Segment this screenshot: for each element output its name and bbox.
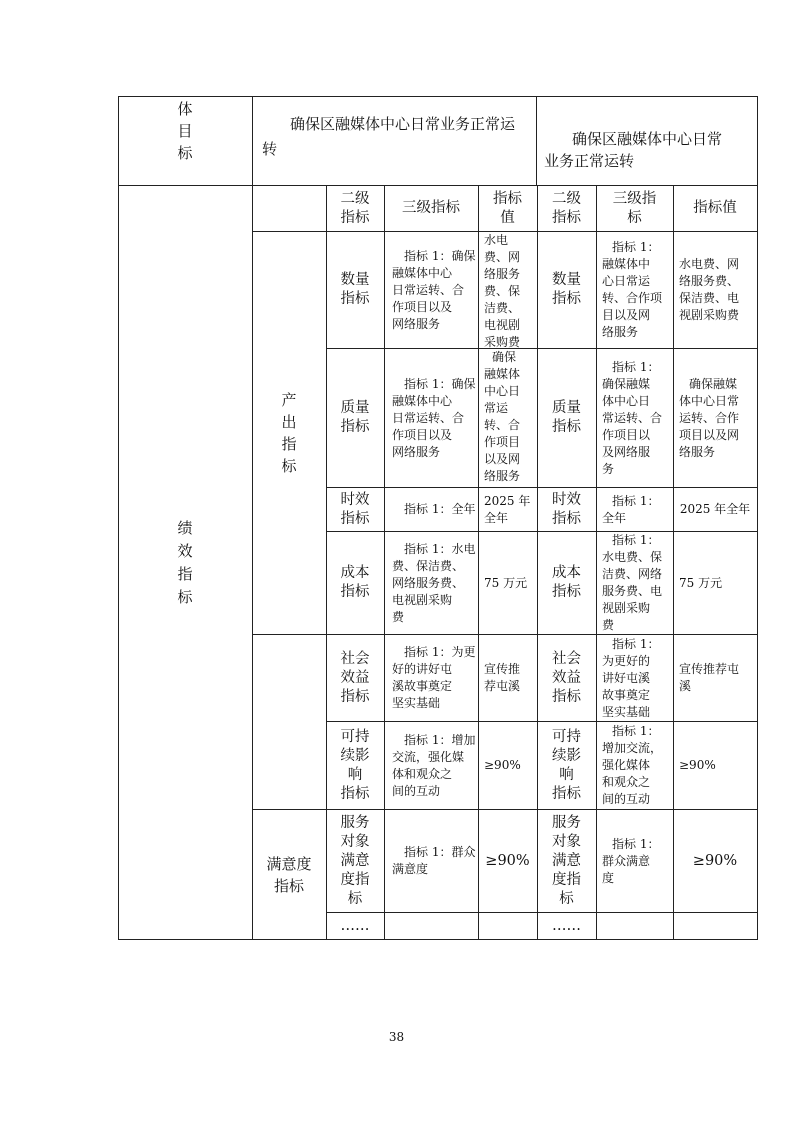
target-col-b-text: 确保区融媒体中心日常 业务正常运转	[544, 130, 723, 170]
row-2-level3-b: 指标 1： 全年	[602, 493, 660, 525]
row-4-level2-a: 社会 效益 指标	[340, 650, 370, 705]
row-4-level2-b: 社会 效益 指标	[552, 650, 581, 705]
row-4-value-b: 宣传推荐屯 溪	[679, 662, 740, 693]
row-1-level3-b: 指标 1： 确保融媒 体中心日 常运转、合 作项目以 及网络服 务	[602, 359, 663, 476]
row-5-value-b: ≥90%	[679, 758, 716, 772]
row-5-level2-a: 可持 续影 响 指标	[340, 728, 370, 802]
header-level2-a: 二级 指标	[340, 190, 370, 226]
row-1-level2-a: 质量 指标	[340, 400, 370, 435]
row-0-level3-a: 指标 1：确保 融媒体中心 日常运转、合 作项目以及 网络服务	[392, 248, 476, 331]
output-indicator-label: 产 出 指 标	[281, 391, 297, 475]
header-level3-a: 三级指标	[402, 200, 460, 216]
row-5-level3-b: 指标 1： 增加交流， 强化媒体 和观众之 间的互动	[602, 724, 663, 806]
header-level3-b: 三级指 标	[612, 190, 657, 226]
target-label-cell	[118, 96, 252, 164]
row-3-level2-a: 成本 指标	[340, 565, 370, 600]
row-4-level3-a: 指标 1：为更 好的讲好屯 溪故事奠定 坚实基础	[392, 645, 476, 710]
target-col-b-cell	[544, 128, 756, 178]
row-4-level3-b: 指标 1： 为更好的 讲好屯溪 故事奠定 坚实基础	[602, 636, 660, 719]
row-5-value-a: ≥90%	[484, 758, 521, 772]
output-indicator-label-cell	[252, 232, 326, 634]
row-5-level2-b: 可持 续影 响 指标	[552, 728, 581, 802]
row-6-value-b: ≥90%	[692, 852, 738, 869]
row-2-level2-a: 时效 指标	[340, 491, 370, 527]
row-3-value-a: 75 万元	[484, 575, 528, 590]
row-4-value-a: 宣传推 荐屯溪	[484, 662, 521, 693]
header-value-b: 指标值	[693, 200, 737, 216]
target-col-a-text: 确保区融媒体中心日常业务正常运 转	[262, 115, 516, 158]
row-1-level3-a: 指标 1：确保 融媒体中心 日常运转、合 作项目以及 网络服务	[392, 376, 476, 459]
satisfaction-indicator-label: 满意度 指标	[266, 854, 312, 895]
performance-label-cell	[118, 186, 252, 939]
row-6-level2-b: 服务 对象 满意 度指 标	[552, 814, 581, 907]
row-6-level2-a: 服务 对象 满意 度指 标	[340, 814, 370, 907]
row-1-value-a: 确保 融媒体 中心日 常运 转、合 作项目 以及网 络服务	[484, 350, 521, 483]
page-number: 38	[388, 1030, 405, 1044]
row-1-value-b: 确保融媒 体中心日常 运转、合作 项目以及网 络服务	[679, 376, 740, 459]
row-6-level3-b: 指标 1： 群众满意 度	[602, 836, 660, 885]
row-3-level3-b: 指标 1： 水电费、保 洁费、网络 服务费、电 视剧采购 费	[602, 533, 663, 632]
row-0-level2-b: 数量 指标	[552, 272, 581, 307]
row-3-value-b: 75 万元	[679, 575, 723, 590]
row-0-level3-b: 指标 1： 融媒体中 心日常运 转、合作项 目以及网 络服务	[602, 240, 663, 339]
row-7-level2-b: ……	[552, 917, 581, 934]
row-6-level3-a: 指标 1：群众 满意度	[392, 845, 476, 876]
header-value-a: 指标 值	[493, 190, 522, 226]
row-5-level3-a: 指标 1：增加 交流，强化媒 体和观众之 间的互动	[392, 732, 476, 798]
row-2-level3-a: 指标 1：全年	[404, 502, 476, 516]
performance-label: 绩 效 指 标	[177, 518, 193, 606]
row-6-value-a: ≥90%	[485, 852, 530, 869]
row-7-level3-b	[596, 913, 673, 939]
row-0-value-a: 水电 费、网 络服务 费、保 洁费、 电视剧 采购费	[484, 233, 521, 348]
benefit-indicator-label-cell	[252, 635, 326, 809]
row-0-value-b: 水电费、网 络服务费、 保洁费、电 视剧采购费	[679, 257, 740, 322]
row-1-level2-b: 质量 指标	[552, 400, 581, 435]
satisfaction-indicator-label-cell	[252, 810, 326, 939]
row-3-level3-a: 指标 1：水电 费、保洁费、 网络服务费、 电视剧采购 费	[392, 541, 476, 624]
target-col-a-cell	[262, 112, 534, 172]
row-7-value-a	[478, 913, 537, 939]
row-2-value-b: 2025 年全年	[679, 502, 751, 516]
row-2-value-a: 2025 年 全年	[484, 493, 531, 525]
row-3-level2-b: 成本 指标	[552, 565, 581, 600]
row-2-level2-b: 时效 指标	[552, 491, 581, 527]
header-level2-b: 二级 指标	[552, 190, 581, 226]
row-7-level3-a	[384, 913, 478, 939]
row-0-level2-a: 数量 指标	[340, 272, 370, 307]
row-7-level2-a: ……	[340, 917, 370, 934]
row-7-value-b	[673, 913, 757, 939]
target-label: 体 目 标	[177, 100, 193, 162]
